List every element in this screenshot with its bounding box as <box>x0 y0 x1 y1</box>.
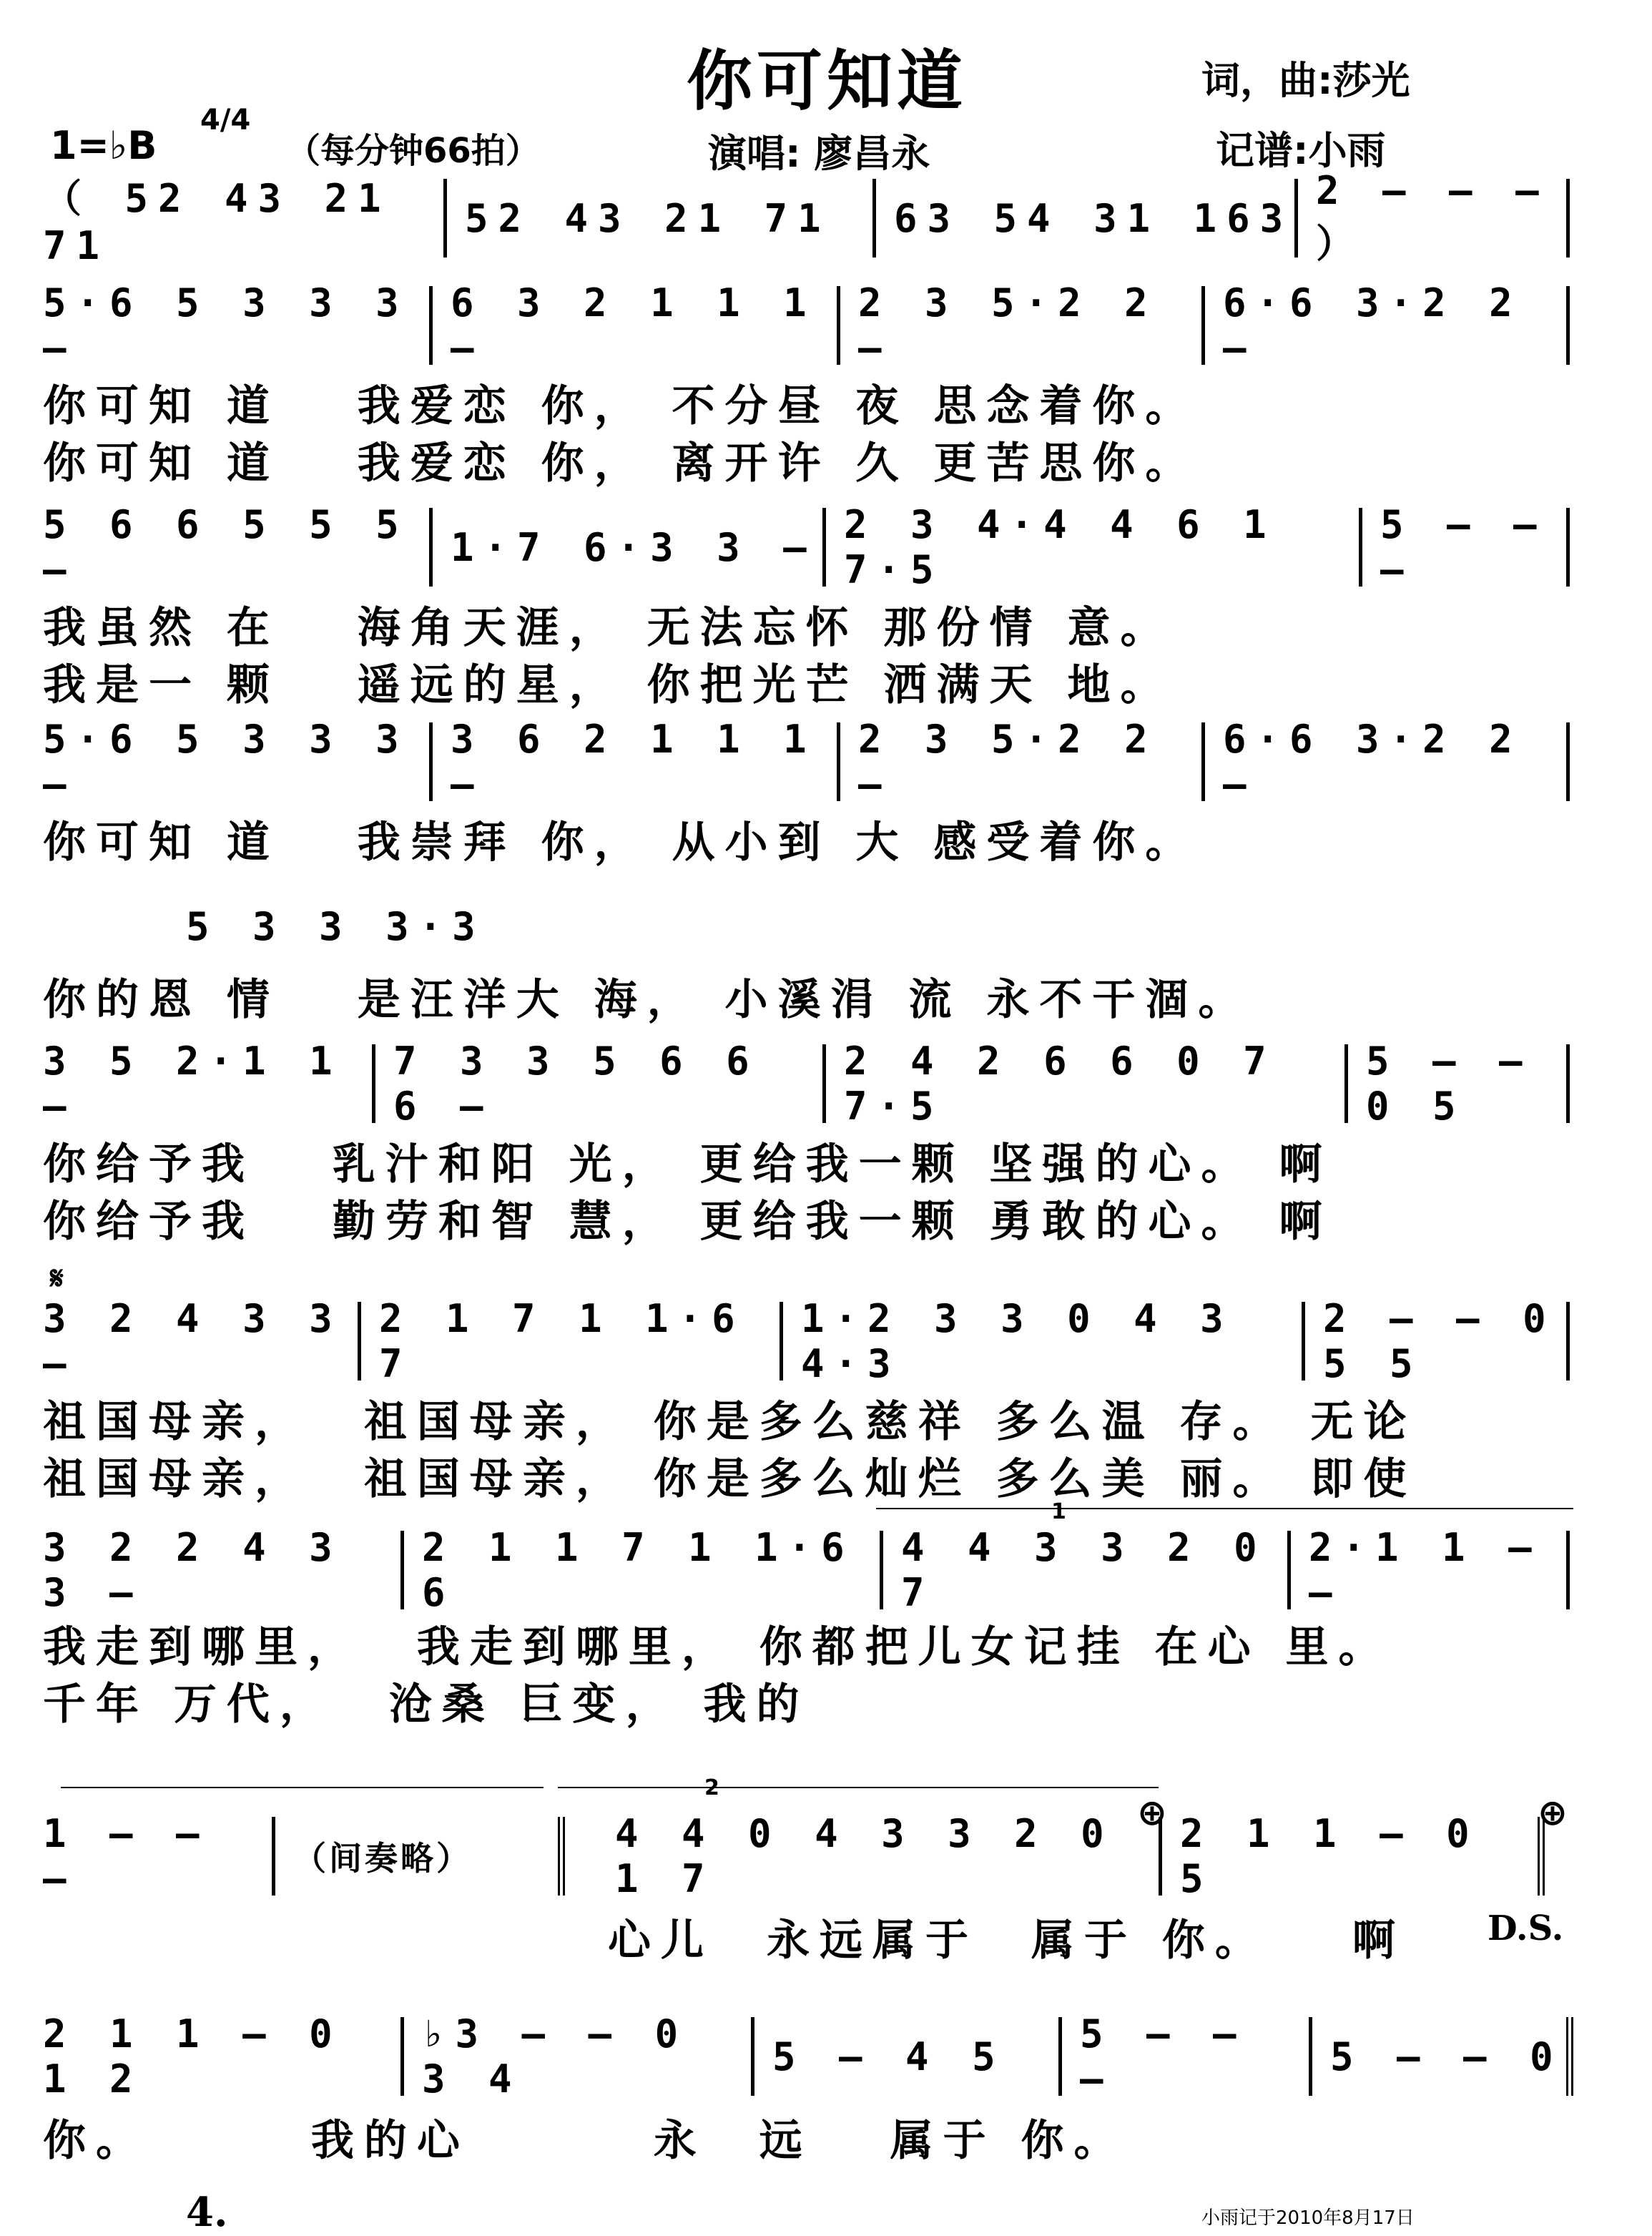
score-bar: 4 4 0 4 3 3 2 0 1 7 <box>615 1817 1162 1896</box>
score-bar: 2 1 1 – 0 5 <box>1180 1817 1545 1896</box>
score-row <box>43 2011 1580 2102</box>
score-bar: 5 – 4 5 <box>772 2017 1062 2096</box>
score-bar: 1·7 6·3 3 – <box>451 508 826 587</box>
lyric-line: 你给予我 乳汁和阳 光， 更给我一颗 坚强的心。 啊 <box>43 1139 1332 1190</box>
score-bar: 7 3 3 5 6 6 6 – <box>393 1044 826 1123</box>
score-row <box>43 1039 1580 1129</box>
score-bar: ♭3 – – 0 3 4 <box>422 2017 754 2096</box>
score-bar: 2 1 7 1 1·6 7 <box>379 1302 783 1381</box>
score-bar: 6·6 3·2 2 – <box>1223 722 1570 801</box>
score-bar: 1 – – – <box>43 1817 275 1896</box>
score-bar: 3 2 2 4 3 3 – <box>43 1531 404 1609</box>
intro-bar: 52 43 21 71 <box>465 179 876 258</box>
score-row <box>43 1811 1580 1901</box>
tempo-marking: （每分钟66拍） <box>286 131 540 171</box>
second-ending-number: 2 <box>704 1775 719 1800</box>
score-bar: 2 1 1 – 0 1 2 <box>43 2017 404 2096</box>
score-bar: 2 4 2 6 6 0 7 7·5 <box>844 1044 1348 1123</box>
score-bar: 3 2 4 3 3 – <box>43 1302 361 1381</box>
score-bar: 4 4 3 3 2 0 7 <box>901 1531 1291 1609</box>
lyric-line: 祖国母亲， 祖国母亲， 你是多么灿烂 多么美 丽。 即使 <box>43 1454 1417 1504</box>
lyric-line: 你可知 道 我崇拜 你， 从小到 大 感受着你。 <box>43 818 1199 868</box>
intro-bar: 2 – – – ） <box>1316 179 1570 258</box>
coda-sign: ⊕ <box>1137 1792 1167 1833</box>
lyric-line: 你。 我的心 永 远 属于 你。 <box>43 2116 1127 2166</box>
score-row <box>43 1296 1580 1386</box>
score-bar: 1·2 3 3 0 4 3 4·3 <box>801 1302 1305 1381</box>
score-bar: 3 6 2 1 1 1 – <box>451 722 840 801</box>
song-title: 你可知道 <box>687 42 968 119</box>
score-row <box>43 280 1580 371</box>
segno-sign: 𝄋 <box>50 1260 64 1297</box>
lyric-line: 祖国母亲， 祖国母亲， 你是多么慈祥 多么温 存。 无论 <box>43 1397 1417 1447</box>
score-bar: 6·6 3·2 2 – <box>1223 286 1570 365</box>
composer-credit: 词，曲:莎光 <box>1201 58 1410 103</box>
first-ending-bracket <box>876 1508 1573 1509</box>
score-bar: 2 1 1 7 1 1·6 6 <box>422 1531 883 1609</box>
score-row <box>43 887 1580 966</box>
score-bar: 5 – – – <box>1380 508 1570 587</box>
dal-segno: D.S. <box>1488 1908 1564 1948</box>
score-bar: 5 6 6 5 5 5 – <box>43 508 433 587</box>
second-ending-bracket <box>558 1787 1159 1788</box>
score-bar: 2·1 1 – – <box>1309 1531 1570 1609</box>
intro-bar: （ 52 43 21 71 <box>43 179 447 258</box>
score-bar: 5 3 3 3·3 <box>186 903 486 949</box>
transcription-date: 小雨记于2010年8月17日 <box>1201 2207 1415 2229</box>
first-ending-number: 1 <box>1051 1499 1066 1524</box>
lyric-line: 你可知 道 我爱恋 你， 不分昼 夜 思念着你。 <box>43 381 1199 431</box>
score-bar: 5 – – 0 <box>1330 2017 1573 2096</box>
intro-bar: 63 54 31 163 <box>894 179 1298 258</box>
first-ending-continuation <box>61 1787 544 1788</box>
lyric-line: 你的恩 情 是汪洋大 海， 小溪涓 流 永不干涸。 <box>43 975 1252 1025</box>
score-bar: 5 – – – <box>1080 2017 1312 2096</box>
score-bar: 2 3 5·2 2 – <box>858 722 1205 801</box>
time-signature: 4/4 <box>200 104 251 137</box>
lyric-line: 我走到哪里， 我走到哪里， 你都把儿女记挂 在心 里。 <box>43 1622 1392 1672</box>
score-bar: 2 3 5·2 2 – <box>858 286 1205 365</box>
lyric-line: 你给予我 勤劳和智 慧， 更给我一颗 勇敢的心。 啊 <box>43 1197 1332 1247</box>
page-number: 4. <box>186 2189 228 2236</box>
score-bar: 6 3 2 1 1 1 – <box>451 286 840 365</box>
score-bar: 3 5 2·1 1 – <box>43 1044 375 1123</box>
score-row <box>43 502 1580 592</box>
score-bar: 2 – – 0 5 5 <box>1323 1302 1570 1381</box>
score-bar: 5 – – 0 5 <box>1366 1044 1570 1123</box>
lyric-line: 我是一 颗 遥远的星， 你把光芒 洒满天 地。 <box>43 660 1174 710</box>
score-bar: 2 3 4·4 4 6 1 7·5 <box>844 508 1362 587</box>
coda-sign: ⊕ <box>1538 1792 1568 1833</box>
lyric-line: 千年 万代， 沧桑 巨变， 我的 <box>43 1680 810 1730</box>
singer-credit: 演唱: 廖昌永 <box>708 131 930 176</box>
interlude-marker: （间奏略） <box>293 1817 565 1896</box>
intro-row <box>43 168 1580 268</box>
score-row <box>43 717 1580 807</box>
score-bar: 5·6 5 3 3 3 – <box>43 722 433 801</box>
lyric-line: 你可知 道 我爱恋 你， 离开许 久 更苦思你。 <box>43 438 1199 489</box>
lyric-line: 心儿 永远属于 属于 你。 啊 <box>608 1916 1405 1966</box>
transcriber-credit: 记谱:小雨 <box>1216 128 1386 173</box>
lyric-line: 我虽然 在 海角天涯， 无法忘怀 那份情 意。 <box>43 603 1174 653</box>
score-row <box>43 1525 1580 1615</box>
key-signature: 1=♭B <box>50 123 157 168</box>
score-bar: 5·6 5 3 3 3 – <box>43 286 433 365</box>
